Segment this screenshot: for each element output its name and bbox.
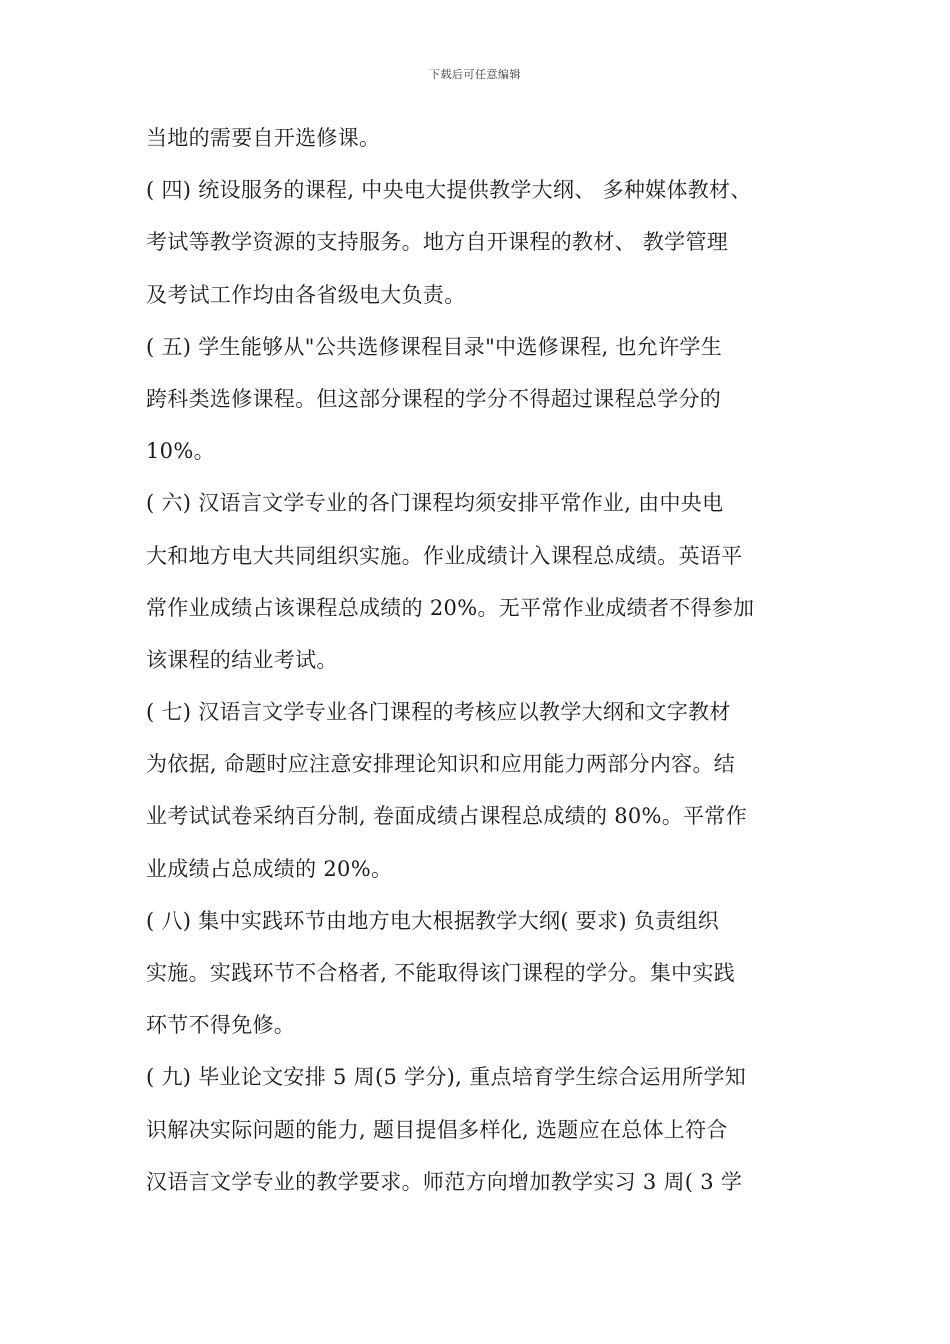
- text-line: 业考试试卷采纳百分制, 卷面成绩占课程总成绩的 80%。平常作: [146, 804, 747, 829]
- text-line: 常作业成绩占该课程总成绩的 20%。无平常作业成绩者不得参加: [146, 595, 755, 620]
- text-line: ( 七) 汉语言文学专业各门课程的考核应以教学大纲和文字教材: [146, 700, 731, 725]
- text-line: 汉语言文学专业的教学要求。师范方向增加教学实习 3 周( 3 学: [146, 1169, 743, 1194]
- text-line: 10%。: [146, 439, 215, 464]
- text-line: ( 六) 汉语言文学专业的各门课程均须安排平常作业, 由中央电: [146, 491, 724, 516]
- document-body: [146, 118, 816, 1214]
- text-line: 识解决实际问题的能力, 题目提倡多样化, 选题应在总体上符合: [146, 1117, 728, 1142]
- text-line: 考试等教学资源的支持服务。地方自开课程的教材、 教学管理: [146, 230, 729, 255]
- text-line: ( 八) 集中实践环节由地方电大根据教学大纲( 要求) 负责组织: [146, 908, 720, 933]
- text-line: ( 四) 统设服务的课程, 中央电大提供教学大纲、 多种媒体教材、: [146, 178, 752, 203]
- text-line: 该课程的结业考试。: [146, 647, 338, 672]
- text-line: ( 五) 学生能够从"公共选修课程目录"中选修课程, 也允许学生: [146, 334, 723, 359]
- text-line: 实施。实践环节不合格者, 不能取得该门课程的学分。集中实践: [146, 961, 736, 985]
- text-line: 为依据, 命题时应注意安排理论知识和应用能力两部分内容。结: [146, 752, 736, 777]
- text-line: 环节不得免修。: [146, 1013, 296, 1038]
- text-line: 当地的需要自开选修课。: [146, 126, 381, 150]
- text-line: 及考试工作均由各省级电大负责。: [146, 282, 466, 307]
- text-line: 业成绩占总成绩的 20%。: [146, 856, 393, 881]
- text-line: 跨科类选修课程。但这部分课程的学分不得超过课程总学分的: [146, 386, 722, 411]
- text-line: 大和地方电大共同组织实施。作业成绩计入课程总成绩。英语平: [146, 543, 743, 568]
- page-header: 下载后可任意编辑: [429, 68, 521, 81]
- text-line: ( 九) 毕业论文安排 5 周(5 学分), 重点培育学生综合运用所学知: [146, 1065, 747, 1090]
